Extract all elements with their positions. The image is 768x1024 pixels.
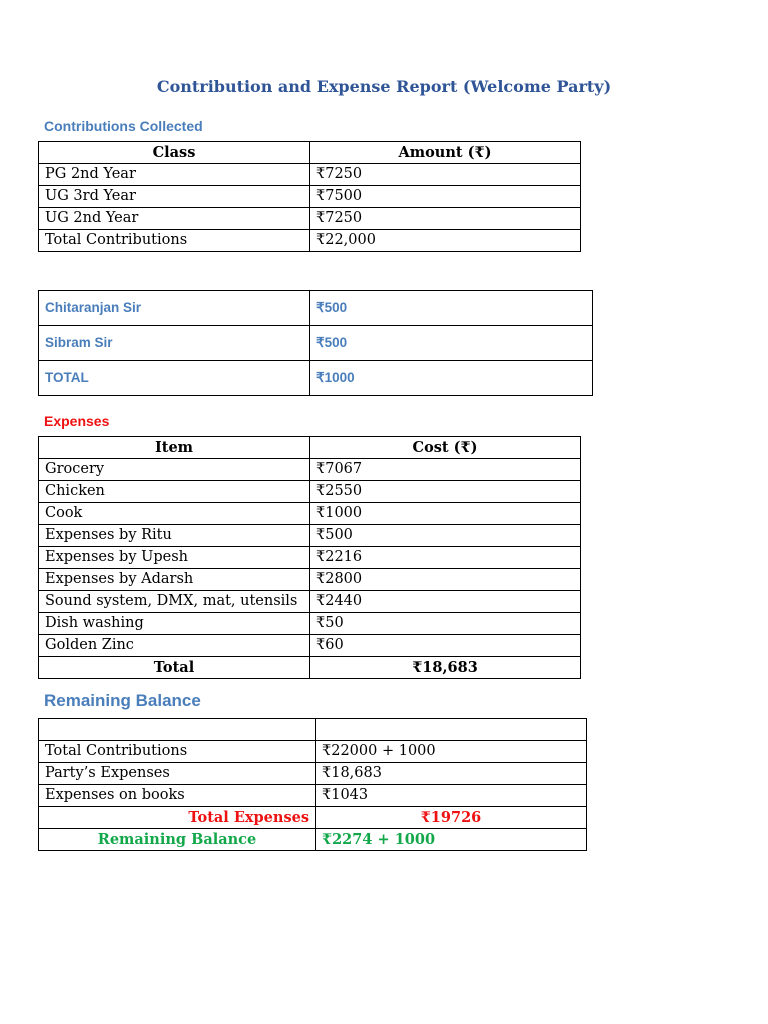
cost-cell: ₹60 — [310, 635, 581, 657]
table-row — [39, 525, 581, 547]
item-cell: Chicken — [39, 481, 310, 503]
contributions-section-label: Contributions Collected — [44, 118, 203, 134]
item-cell: Expenses by Upesh — [39, 547, 310, 569]
expenses-total-row — [39, 657, 581, 679]
table-row — [39, 459, 581, 481]
table-row — [39, 186, 581, 208]
cost-cell: ₹1000 — [310, 503, 581, 525]
cost-cell: ₹50 — [310, 613, 581, 635]
table-row — [39, 569, 581, 591]
balance-value-cell: ₹1043 — [316, 785, 587, 807]
column-header-item: Item — [39, 437, 310, 459]
cost-cell: ₹2440 — [310, 591, 581, 613]
table-row — [39, 591, 581, 613]
page-title: Contribution and Expense Report (Welcome Party) — [156, 77, 612, 96]
table-row — [39, 481, 581, 503]
cost-cell: ₹2800 — [310, 569, 581, 591]
table-row — [39, 763, 587, 785]
cost-cell: ₹500 — [310, 525, 581, 547]
table-row — [39, 291, 593, 326]
expenses-total-label: Total — [39, 657, 310, 679]
column-header-amount: Amount (₹) — [310, 142, 581, 164]
item-cell: Golden Zinc — [39, 635, 310, 657]
table-row — [39, 635, 581, 657]
balance-value-cell: ₹18,683 — [316, 763, 587, 785]
column-header-cost: Cost (₹) — [310, 437, 581, 459]
table-row — [39, 613, 581, 635]
teacher-total-value: ₹1000 — [310, 361, 593, 396]
table-row — [39, 361, 593, 396]
item-cell: Dish washing — [39, 613, 310, 635]
remaining-balance-table — [38, 718, 587, 851]
table-row — [39, 164, 581, 186]
table-row — [39, 503, 581, 525]
empty-header-cell — [39, 719, 316, 741]
contributions-table — [38, 141, 581, 252]
teacher-amount-cell: ₹500 — [310, 326, 593, 361]
teacher-name-cell: Sibram Sir — [39, 326, 310, 361]
cost-cell: ₹2550 — [310, 481, 581, 503]
column-header-class: Class — [39, 142, 310, 164]
item-cell: Sound system, DMX, mat, utensils — [39, 591, 310, 613]
expenses-total-value: ₹18,683 — [310, 657, 581, 679]
class-cell: UG 3rd Year — [39, 186, 310, 208]
table-row — [39, 230, 581, 252]
cost-cell: ₹7067 — [310, 459, 581, 481]
teacher-amount-cell: ₹500 — [310, 291, 593, 326]
remaining-balance-label: Remaining Balance — [39, 829, 316, 851]
class-cell: Total Contributions — [39, 230, 310, 252]
amount-cell: ₹22,000 — [310, 230, 581, 252]
remaining-balance-section-label: Remaining Balance — [44, 691, 201, 710]
empty-header-cell — [316, 719, 587, 741]
teacher-total-label: TOTAL — [39, 361, 310, 396]
table-header-row — [39, 142, 581, 164]
item-cell: Expenses by Adarsh — [39, 569, 310, 591]
balance-item-cell: Expenses on books — [39, 785, 316, 807]
amount-cell: ₹7250 — [310, 164, 581, 186]
item-cell: Cook — [39, 503, 310, 525]
table-row — [39, 208, 581, 230]
expenses-section-label: Expenses — [44, 413, 110, 429]
class-cell: UG 2nd Year — [39, 208, 310, 230]
class-cell: PG 2nd Year — [39, 164, 310, 186]
item-cell: Expenses by Ritu — [39, 525, 310, 547]
total-expenses-value: ₹19726 — [316, 807, 587, 829]
balance-value-cell: ₹22000 + 1000 — [316, 741, 587, 763]
expenses-table — [38, 436, 581, 679]
amount-cell: ₹7500 — [310, 186, 581, 208]
teacher-contributions-table — [38, 290, 593, 396]
balance-item-cell: Total Contributions — [39, 741, 316, 763]
total-expenses-row — [39, 807, 587, 829]
table-row — [39, 326, 593, 361]
item-cell: Grocery — [39, 459, 310, 481]
table-row — [39, 785, 587, 807]
teacher-name-cell: Chitaranjan Sir — [39, 291, 310, 326]
table-header-row — [39, 437, 581, 459]
remaining-balance-row — [39, 829, 587, 851]
remaining-balance-value: ₹2274 + 1000 — [316, 829, 587, 851]
amount-cell: ₹7250 — [310, 208, 581, 230]
table-row — [39, 741, 587, 763]
balance-item-cell: Party’s Expenses — [39, 763, 316, 785]
total-expenses-label: Total Expenses — [39, 807, 316, 829]
table-header-row — [39, 719, 587, 741]
table-row — [39, 547, 581, 569]
cost-cell: ₹2216 — [310, 547, 581, 569]
